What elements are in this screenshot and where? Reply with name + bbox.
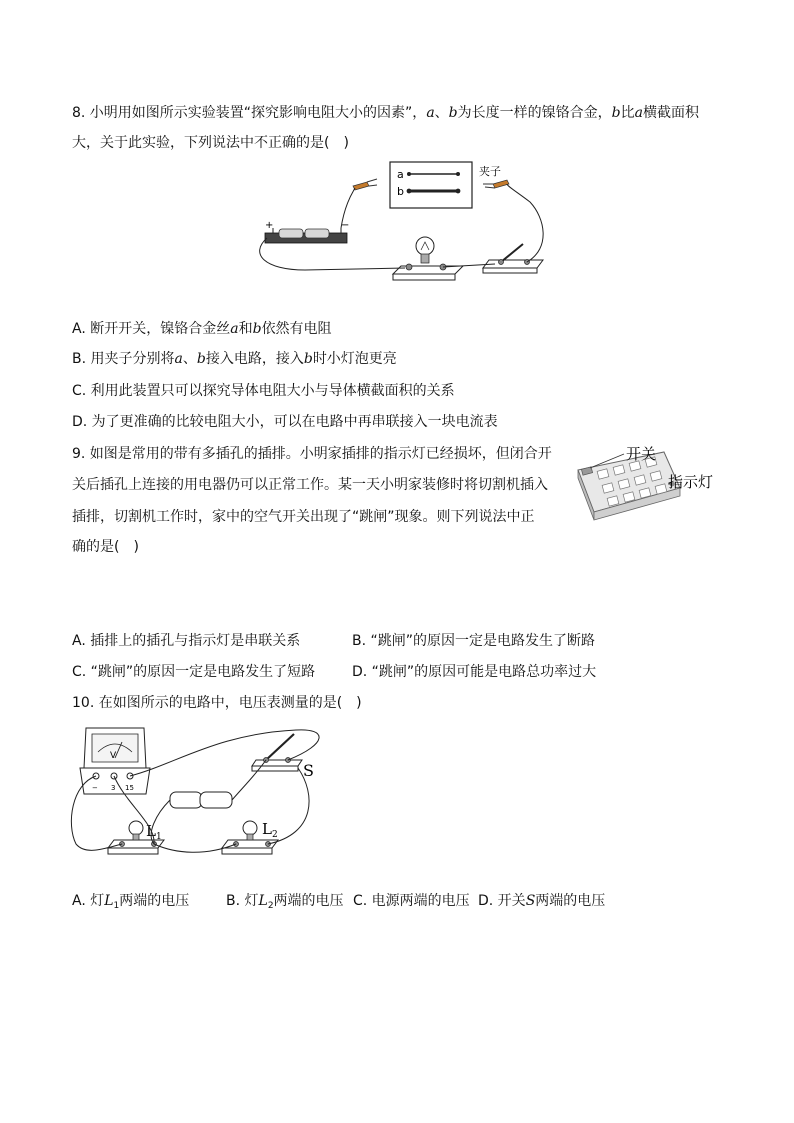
wire-label-b: b xyxy=(397,185,404,198)
svg-text:−: − xyxy=(92,784,98,792)
q10-stem: 10. 在如图所示的电路中，电压表测量的是( ) xyxy=(72,695,362,711)
wire-switch-clip xyxy=(507,184,543,262)
switch-s-label: S xyxy=(303,761,314,780)
svg-text:3: 3 xyxy=(111,784,116,792)
wire-battery-switch xyxy=(232,760,266,800)
indicator-label: 指示灯 xyxy=(668,473,714,491)
q8-option-c: C. 利用此装置只可以探究导体电阻大小与导体横截面积的关系 xyxy=(72,383,455,399)
clip-label: 夹子 xyxy=(479,165,501,178)
l1-label: $L_1$ xyxy=(146,822,162,842)
switch-icon xyxy=(252,734,302,771)
svg-text:15: 15 xyxy=(125,784,134,792)
q9-stem-line4: 确的是( ) xyxy=(72,539,139,555)
wire-label-a: a xyxy=(397,168,404,181)
q8-option-a: A. 断开开关，镍铬合金丝a和b依然有电阻 xyxy=(72,321,332,337)
q8-stem-line1: 8. 小明用如图所示实验装置“探究影响电阻大小的因素”，a、b为长度一样的镍铬合金，b比a横截面积 xyxy=(72,105,699,121)
battery-icon xyxy=(170,792,232,808)
battery-pack-icon xyxy=(265,220,349,243)
q8-option-d: D. 为了更准确的比较电阻大小，可以在电路中再串联接入一块电流表 xyxy=(72,414,498,430)
knife-switch-icon xyxy=(483,244,543,273)
q9-stem-line2: 关后插孔上连接的用电器仍可以正常工作。某一天小明家装修时将切割机插入 xyxy=(72,477,548,493)
q10-option-a: A. 灯$L_1$两端的电压 xyxy=(72,893,190,911)
q10-circuit-figure xyxy=(66,724,336,874)
q9-option-d: D. “跳闸”的原因可能是电路总功率过大 xyxy=(352,664,597,680)
q9-stem-line1: 9. 如图是常用的带有多插孔的插排。小明家插排的指示灯已经损坏，但闭合开 xyxy=(72,446,552,462)
voltmeter-icon xyxy=(80,728,150,794)
q9-stem-line3: 插排，切割机工作时，家中的空气开关出现了“跳闸”现象。则下列说法中正 xyxy=(72,509,535,525)
right-clip-icon xyxy=(483,180,509,188)
switch-label: 开关 xyxy=(626,445,657,463)
svg-text:+: + xyxy=(265,220,274,231)
bulb-icon xyxy=(393,237,463,280)
q8-option-b: B. 用夹子分别将a、b接入电路，接入b时小灯泡更亮 xyxy=(72,351,397,367)
left-clip-icon xyxy=(353,179,377,190)
q10-option-c: C. 电源两端的电压 xyxy=(353,893,470,909)
voltmeter-v: V xyxy=(110,751,117,761)
q10-option-d: D. 开关S两端的电压 xyxy=(478,893,606,909)
q9-power-strip-figure xyxy=(572,440,732,540)
l2-label: $L_2$ xyxy=(262,820,278,840)
q8-circuit-figure xyxy=(245,158,555,288)
q9-option-a: A. 插排上的插孔与指示灯是串联关系 xyxy=(72,633,301,649)
q9-option-b: B. “跳闸”的原因一定是电路发生了断路 xyxy=(352,633,596,649)
q8-stem-line2: 大，关于此实验，下列说法中不正确的是( ) xyxy=(72,135,349,151)
q9-option-c: C. “跳闸”的原因一定是电路发生了短路 xyxy=(72,664,316,680)
svg-text:−: − xyxy=(341,220,350,231)
q10-option-b: B. 灯$L_2$两端的电压 xyxy=(226,893,344,911)
